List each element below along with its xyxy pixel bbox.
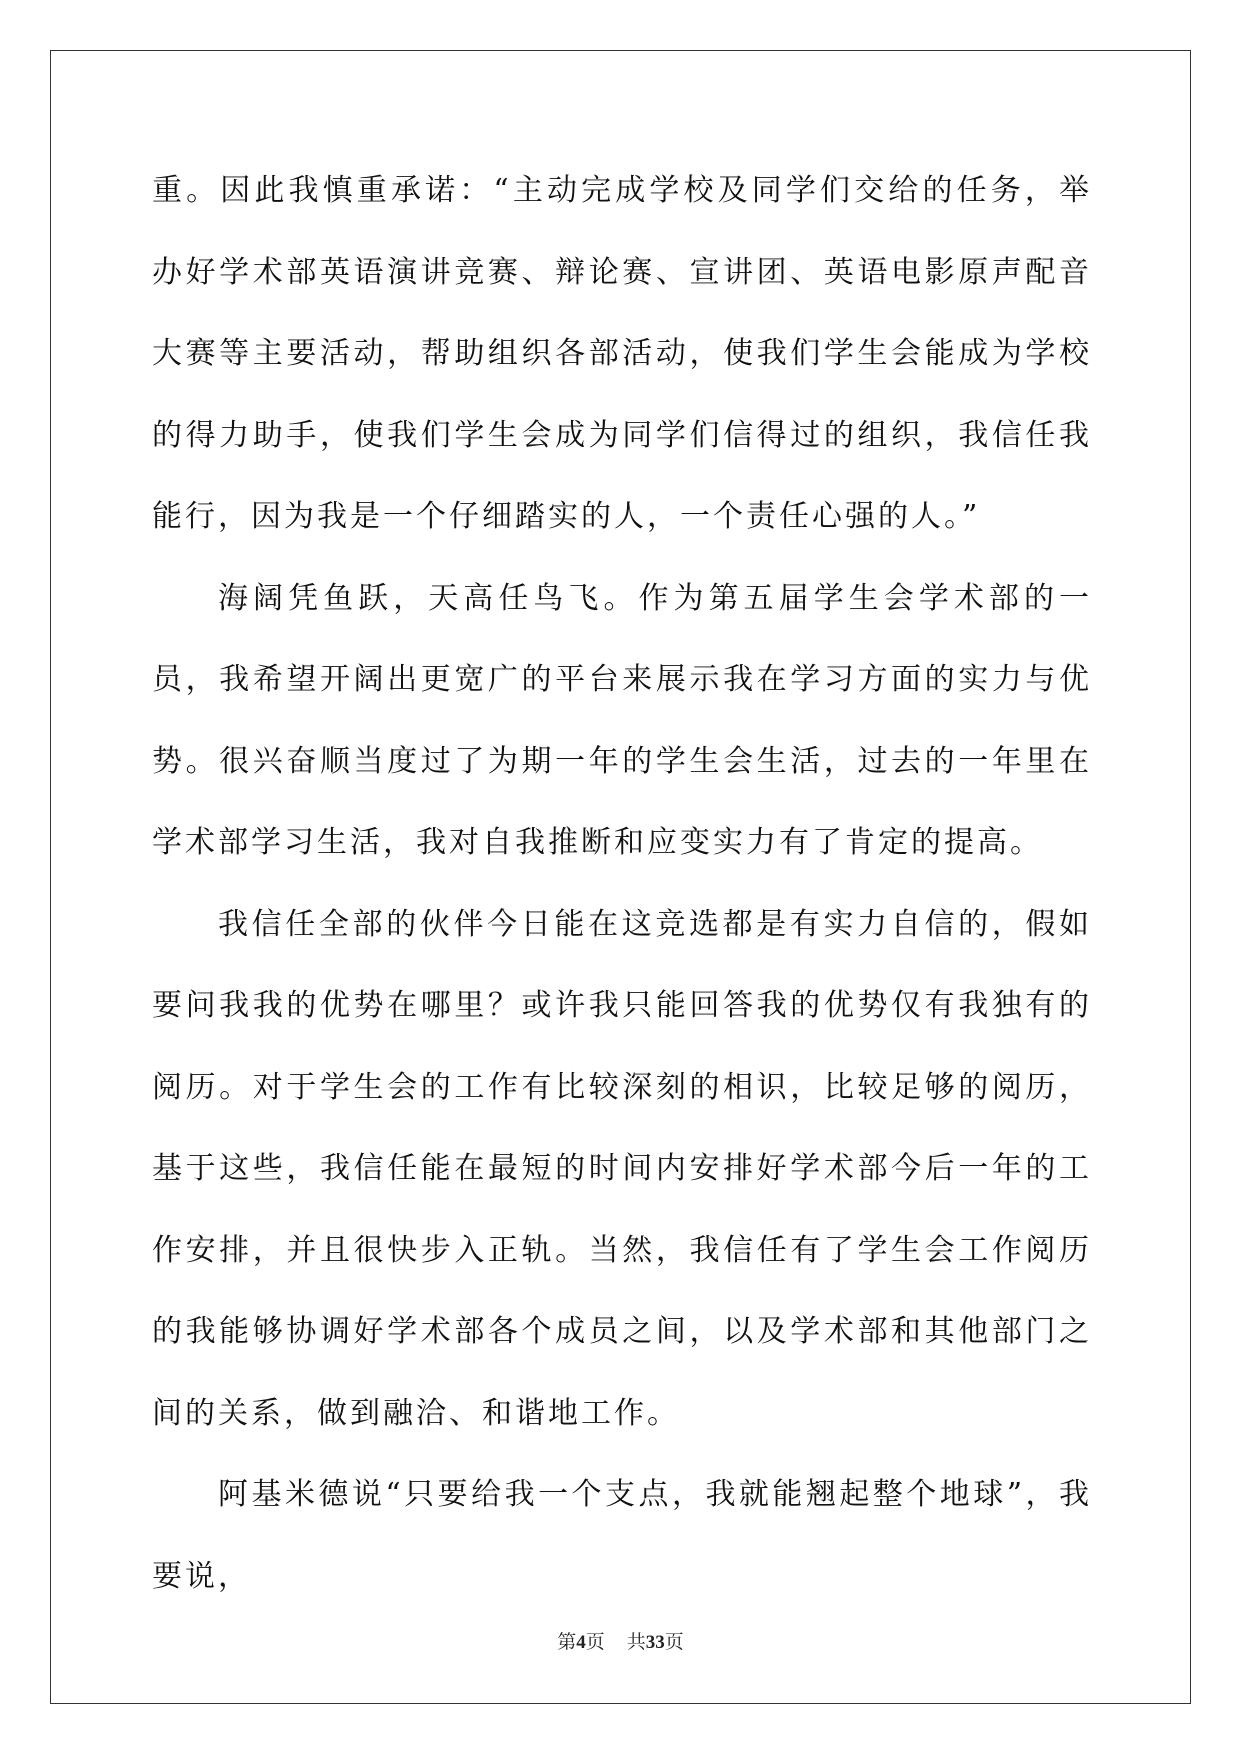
page-footer xyxy=(0,1627,1241,1654)
current-page-number: 4 xyxy=(576,1632,586,1653)
paragraph-1: 重。因此我慎重承诺：“主动完成学校及同学们交给的任务，举办好学术部英语演讲竞赛、辩论赛、宣讲团、英语电影原声配音大赛等主要活动，帮助组织各部活动，使我们学生会能成为学校的得力助手，使我们学生会成为同学们信得过的组织，我信任我能行，因为我是一个仔细踏实的人，一个责任心强的人。” xyxy=(152,173,1092,534)
footer-total-suffix: 页 xyxy=(664,1632,684,1653)
footer-total-prefix: 共 xyxy=(626,1632,646,1653)
paragraph-3: 我信任全部的伙伴今日能在这竞选都是有实力自信的，假如要问我我的优势在哪里？或许我只能回答我的优势仅有我独有的阅历。对于学生会的工作有比较深刻的相识，比较足够的阅历，基于这些，我信任能在最短的时间内安排好学术部今后一年的工作安排，并且很快步入正轨。当然，我信任有了学生会工作阅历的我能够协调好学术部各个成员之间，以及学术部和其他部门之间的关系，做到融洽、和谐地工作。 xyxy=(152,906,1092,1431)
total-page-count: 33 xyxy=(645,1632,665,1653)
footer-page-suffix: 页 xyxy=(585,1632,605,1653)
paragraph-4: 阿基米德说“只要给我一个支点，我就能翘起整个地球”，我要说， xyxy=(152,1477,1092,1594)
footer-prefix: 第 xyxy=(557,1632,577,1653)
document-body xyxy=(152,150,1092,1617)
paragraph-2: 海阔凭鱼跃，天高任鸟飞。作为第五届学生会学术部的一员，我希望开阔出更宽广的平台来展示我在学习方面的实力与优势。很兴奋顺当度过了为期一年的学生会生活，过去的一年里在学术部学习生活，我对自我推断和应变实力有了肯定的提高。 xyxy=(152,580,1092,860)
